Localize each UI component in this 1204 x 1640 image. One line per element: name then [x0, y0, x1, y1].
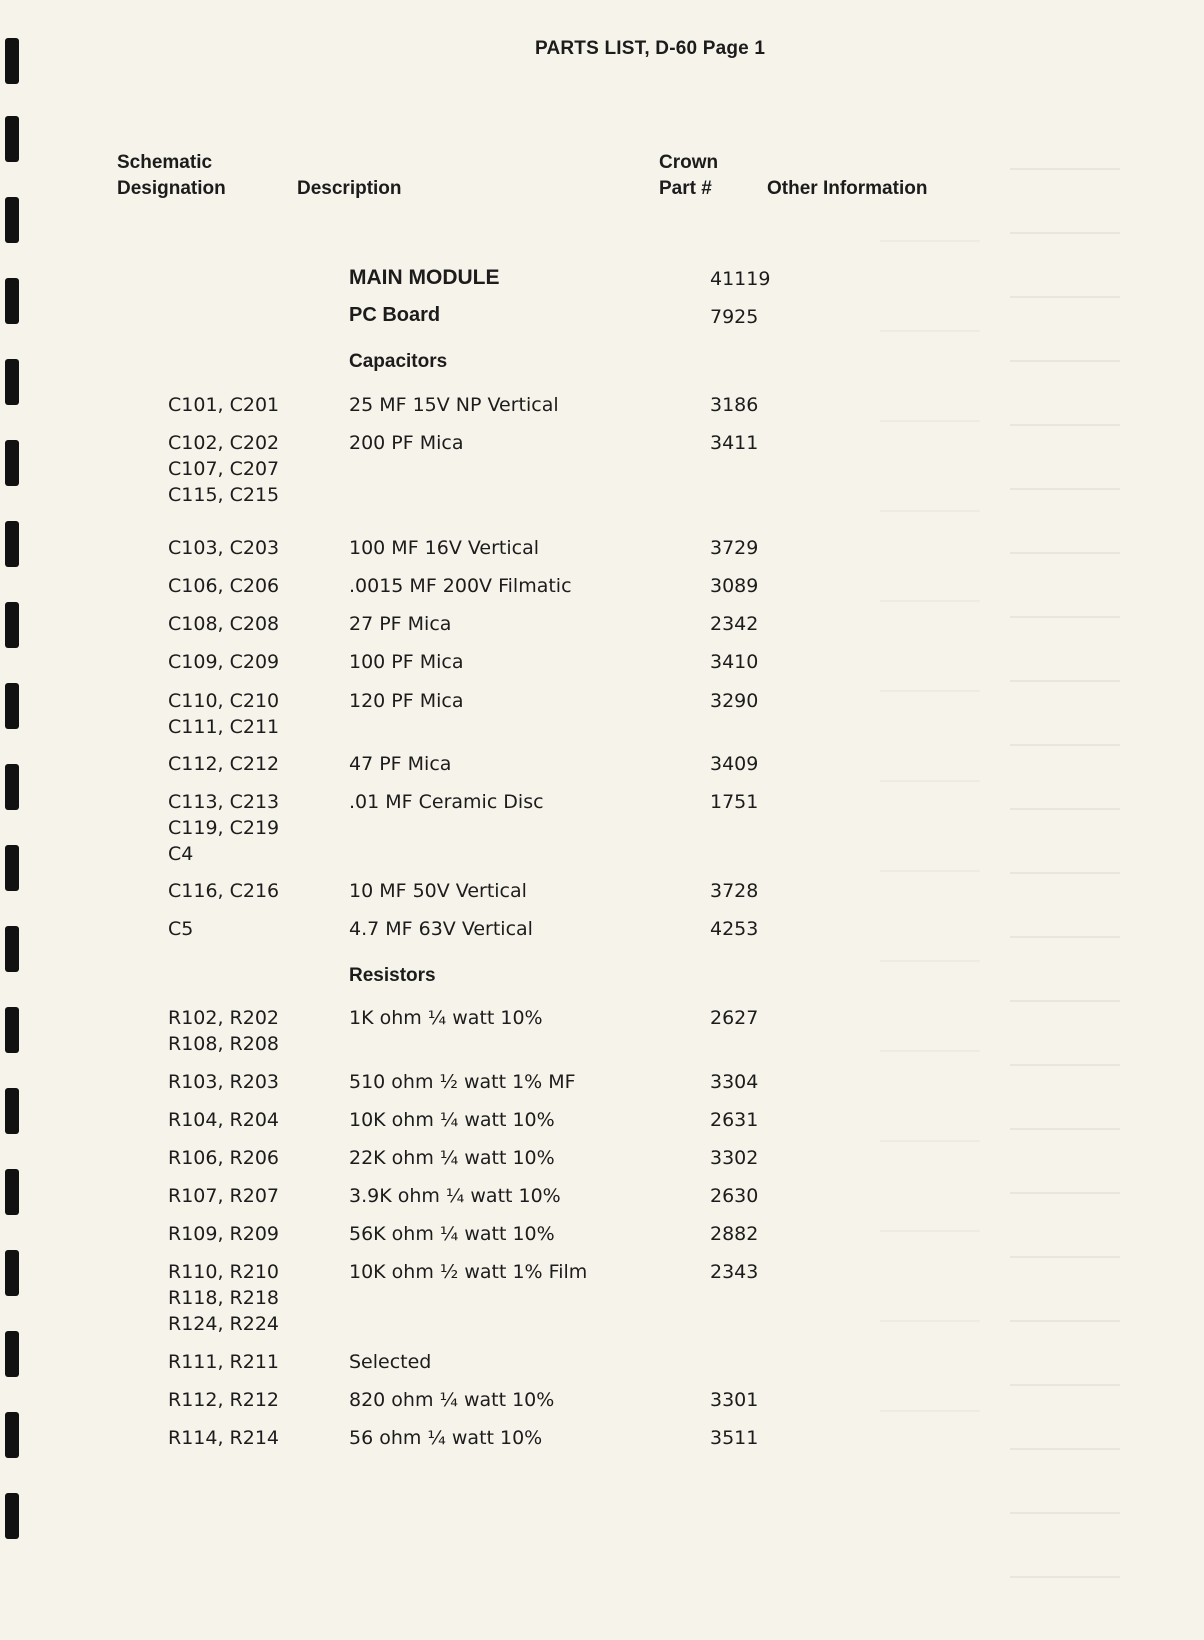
module-part: 41119	[710, 268, 771, 290]
row-description: 27 PF Mica	[349, 613, 452, 635]
row-designation	[168, 1387, 279, 1413]
row-part: 2631	[710, 1109, 759, 1131]
bleed-through-text	[880, 200, 980, 1500]
binding-hole	[5, 764, 19, 810]
designation: R124, R224	[168, 1313, 280, 1335]
binding-holes	[5, 0, 21, 1583]
row-description: 25 MF 15V NP Vertical	[349, 394, 559, 416]
row-part: 2343	[710, 1261, 759, 1283]
row-designation	[168, 392, 279, 418]
section-resistors: Resistors	[349, 965, 436, 986]
binding-hole	[5, 440, 19, 486]
binding-hole	[5, 1007, 19, 1053]
designation: R103, R203	[168, 1071, 280, 1093]
row-description: 100 PF Mica	[349, 651, 464, 673]
row-description: 510 ohm ½ watt 1% MF	[349, 1071, 576, 1093]
bleed-through-text	[1010, 140, 1120, 1640]
row-part: 2630	[710, 1185, 759, 1207]
designation: C110, C210	[168, 690, 280, 712]
designation: R110, R210	[168, 1261, 280, 1283]
designation: R109, R209	[168, 1223, 280, 1245]
designation: R102, R202	[168, 1007, 280, 1029]
designation: R118, R218	[168, 1287, 280, 1309]
row-designation	[168, 1005, 279, 1057]
binding-hole	[5, 926, 19, 972]
binding-hole	[5, 116, 19, 162]
designation: C4	[168, 843, 194, 865]
row-part: 2342	[710, 613, 759, 635]
row-part: 3511	[710, 1427, 759, 1449]
row-designation	[168, 688, 279, 740]
row-part: 1751	[710, 791, 759, 813]
row-designation	[168, 1349, 279, 1375]
row-part: 3728	[710, 880, 759, 902]
designation: R111, R211	[168, 1351, 280, 1373]
binding-hole	[5, 278, 19, 324]
row-designation	[168, 1145, 279, 1171]
designation: R112, R212	[168, 1389, 280, 1411]
row-part: 3304	[710, 1071, 759, 1093]
designation: C116, C216	[168, 880, 280, 902]
row-description: Selected	[349, 1351, 432, 1373]
binding-hole	[5, 1088, 19, 1134]
row-part: 3302	[710, 1147, 759, 1169]
designation: C102, C202	[168, 432, 280, 454]
header-designation-line: Designation	[117, 178, 226, 199]
row-part: 3410	[710, 651, 759, 673]
row-description: 47 PF Mica	[349, 753, 452, 775]
row-description: 1K ohm ¼ watt 10%	[349, 1007, 543, 1029]
row-designation	[168, 789, 279, 867]
designation: C101, C201	[168, 394, 280, 416]
row-description: .01 MF Ceramic Disc	[349, 791, 544, 813]
row-description: 56 ohm ¼ watt 10%	[349, 1427, 543, 1449]
designation: C5	[168, 918, 194, 940]
row-designation	[168, 1259, 279, 1337]
binding-hole	[5, 1169, 19, 1215]
row-designation	[168, 430, 279, 508]
designation: C106, C206	[168, 575, 280, 597]
row-description: 10K ohm ½ watt 1% Film	[349, 1261, 588, 1283]
row-part: 3411	[710, 432, 759, 454]
binding-hole	[5, 845, 19, 891]
row-part: 2627	[710, 1007, 759, 1029]
designation: C103, C203	[168, 537, 280, 559]
binding-hole	[5, 359, 19, 405]
designation: C111, C211	[168, 716, 280, 738]
row-designation	[168, 1069, 279, 1095]
designation: C112, C212	[168, 753, 280, 775]
designation: R106, R206	[168, 1147, 280, 1169]
row-description: 120 PF Mica	[349, 690, 464, 712]
row-part: 3186	[710, 394, 759, 416]
row-description: 10K ohm ¼ watt 10%	[349, 1109, 555, 1131]
designation: R104, R204	[168, 1109, 280, 1131]
designation: C107, C207	[168, 458, 280, 480]
binding-hole	[5, 38, 19, 84]
page-title: PARTS LIST, D-60 Page 1	[535, 38, 766, 59]
designation: R108, R208	[168, 1033, 280, 1055]
header-other-info: Other Information	[767, 178, 928, 199]
designation: C108, C208	[168, 613, 280, 635]
row-part: 3301	[710, 1389, 759, 1411]
binding-hole	[5, 197, 19, 243]
row-part: 3089	[710, 575, 759, 597]
designation: C119, C219	[168, 817, 280, 839]
header-part-line: Part #	[659, 178, 712, 199]
header-description: Description	[297, 178, 402, 199]
row-designation	[168, 1107, 279, 1133]
row-designation	[168, 649, 279, 675]
row-designation	[168, 1221, 279, 1247]
designation: R114, R214	[168, 1427, 280, 1449]
row-part: 2882	[710, 1223, 759, 1245]
row-designation	[168, 611, 279, 637]
header-designation	[117, 150, 226, 202]
row-part: 3409	[710, 753, 759, 775]
row-description: 22K ohm ¼ watt 10%	[349, 1147, 555, 1169]
designation: C113, C213	[168, 791, 280, 813]
header-designation-line: Schematic	[117, 152, 213, 173]
designation: C115, C215	[168, 484, 280, 506]
binding-hole	[5, 683, 19, 729]
binding-hole	[5, 602, 19, 648]
row-description: 820 ohm ¼ watt 10%	[349, 1389, 555, 1411]
row-description: 200 PF Mica	[349, 432, 464, 454]
row-description: 3.9K ohm ¼ watt 10%	[349, 1185, 561, 1207]
row-description: 10 MF 50V Vertical	[349, 880, 527, 902]
row-description: .0015 MF 200V Filmatic	[349, 575, 572, 597]
designation: C109, C209	[168, 651, 280, 673]
designation: R107, R207	[168, 1185, 280, 1207]
row-description: 100 MF 16V Vertical	[349, 537, 539, 559]
row-designation	[168, 878, 279, 904]
header-part-line: Crown	[659, 152, 719, 173]
row-designation	[168, 573, 279, 599]
binding-hole	[5, 1250, 19, 1296]
row-description: 56K ohm ¼ watt 10%	[349, 1223, 555, 1245]
binding-hole	[5, 521, 19, 567]
header-part	[659, 150, 718, 202]
board-name: PC Board	[349, 304, 441, 326]
row-designation	[168, 535, 279, 561]
row-part: 3729	[710, 537, 759, 559]
row-part: 4253	[710, 918, 759, 940]
row-designation	[168, 916, 193, 942]
binding-hole	[5, 1412, 19, 1458]
row-part: 3290	[710, 690, 759, 712]
row-description: 4.7 MF 63V Vertical	[349, 918, 533, 940]
section-capacitors: Capacitors	[349, 351, 448, 372]
board-part: 7925	[710, 306, 759, 328]
binding-hole	[5, 1493, 19, 1539]
row-designation	[168, 751, 279, 777]
row-designation	[168, 1425, 279, 1451]
binding-hole	[5, 1331, 19, 1377]
module-name: MAIN MODULE	[349, 266, 500, 289]
row-designation	[168, 1183, 279, 1209]
